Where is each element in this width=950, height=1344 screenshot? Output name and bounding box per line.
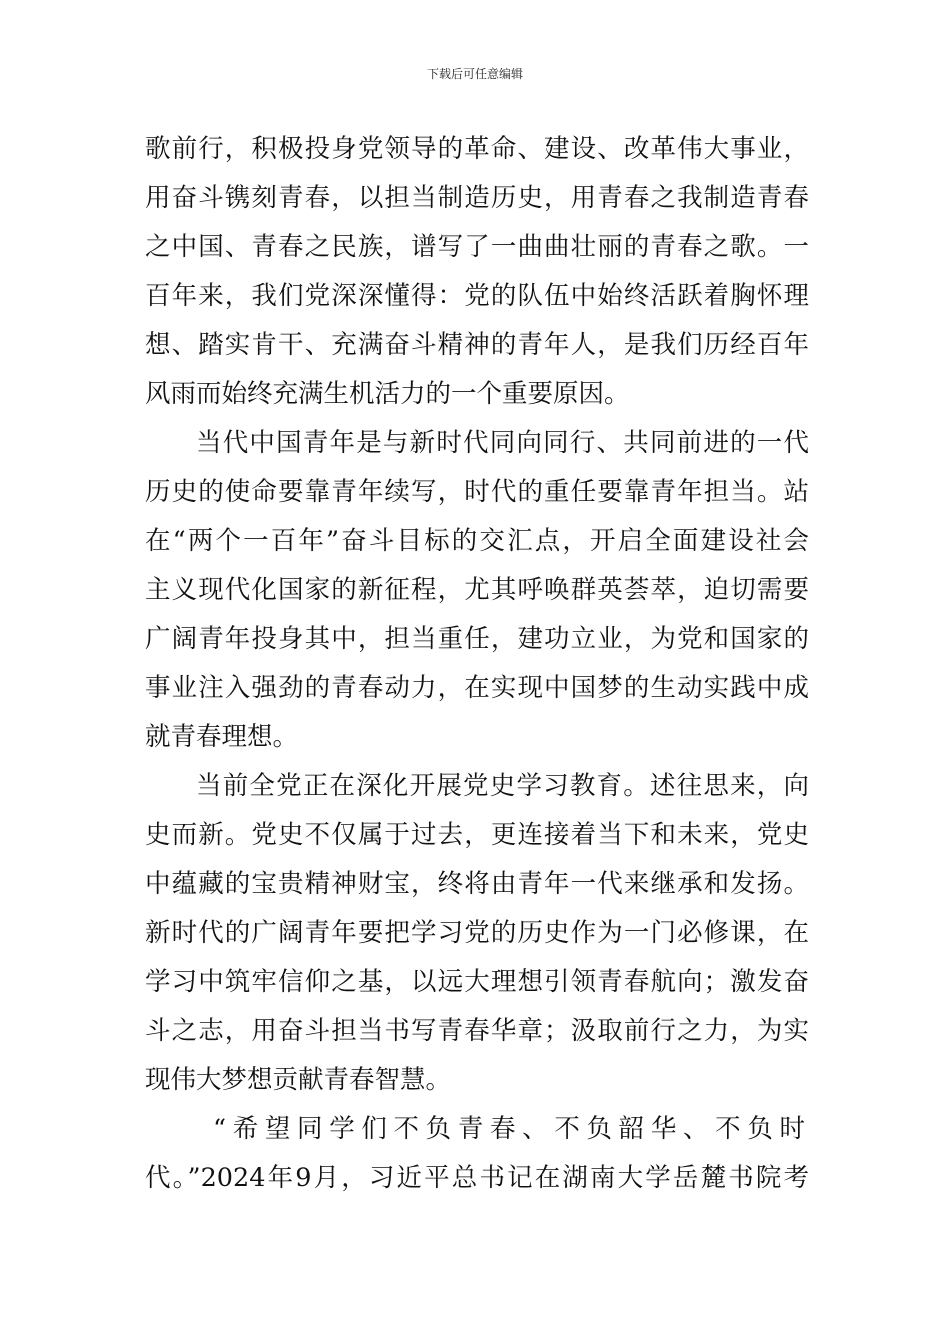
text-line: 歌前行，积极投身党领导的革命、建设、改革伟大事业， bbox=[145, 134, 809, 164]
text-line: 想、踏实肯干、充满奋斗精神的青年人，是我们历经百年 bbox=[145, 330, 809, 360]
text-line: 现伟大梦想贡献青春智慧。 bbox=[145, 1065, 452, 1095]
text-line: 百年来，我们党深深懂得：党的队伍中始终活跃着胸怀理 bbox=[145, 281, 809, 311]
text-line: 用奋斗镌刻青春，以担当制造历史，用青春之我制造青春 bbox=[145, 183, 809, 213]
text-line: “希望同学们不负青春、不负韶华、不负时 bbox=[213, 1114, 809, 1144]
text-line: 新时代的广阔青年要把学习党的历史作为一门必修课，在 bbox=[145, 918, 809, 948]
text-line: 在“两个一百年”奋斗目标的交汇点，开启全面建设社会 bbox=[145, 526, 809, 556]
text-line: 就青春理想。 bbox=[145, 722, 299, 752]
text-line: 主义现代化国家的新征程，尤其呼唤群英荟萃，迫切需要 bbox=[145, 575, 809, 605]
text-line: 史而新。党史不仅属于过去，更连接着当下和未来，党史 bbox=[145, 820, 809, 850]
text-line: 之中国、青春之民族，谱写了一曲曲壮丽的青春之歌。一 bbox=[145, 232, 809, 262]
text-line: 风雨而始终充满生机活力的一个重要原因。 bbox=[145, 379, 630, 409]
text-line: 中蕴藏的宝贵精神财宝，终将由青年一代来继承和发扬。 bbox=[145, 869, 809, 899]
text-line: 学习中筑牢信仰之基，以远大理想引领青春航向；激发奋 bbox=[145, 967, 809, 997]
text-line: 代。”2024年9月，习近平总书记在湖南大学岳麓书院考 bbox=[145, 1163, 809, 1193]
text-line: 历史的使命要靠青年续写，时代的重任要靠青年担当。站 bbox=[145, 477, 809, 507]
text-line: 斗之志，用奋斗担当书写青春华章；汲取前行之力，为实 bbox=[145, 1016, 809, 1046]
text-line: 广阔青年投身其中，担当重任，建功立业，为党和国家的 bbox=[145, 624, 809, 654]
page-header: 下载后可任意编辑 bbox=[426, 67, 523, 81]
text-line: 当代中国青年是与新时代同向同行、共同前进的一代 bbox=[196, 428, 809, 458]
text-line: 事业注入强劲的青春动力，在实现中国梦的生动实践中成 bbox=[145, 673, 809, 703]
text-line: 当前全党正在深化开展党史学习教育。述往思来，向 bbox=[196, 771, 809, 801]
body-text bbox=[145, 125, 809, 1203]
